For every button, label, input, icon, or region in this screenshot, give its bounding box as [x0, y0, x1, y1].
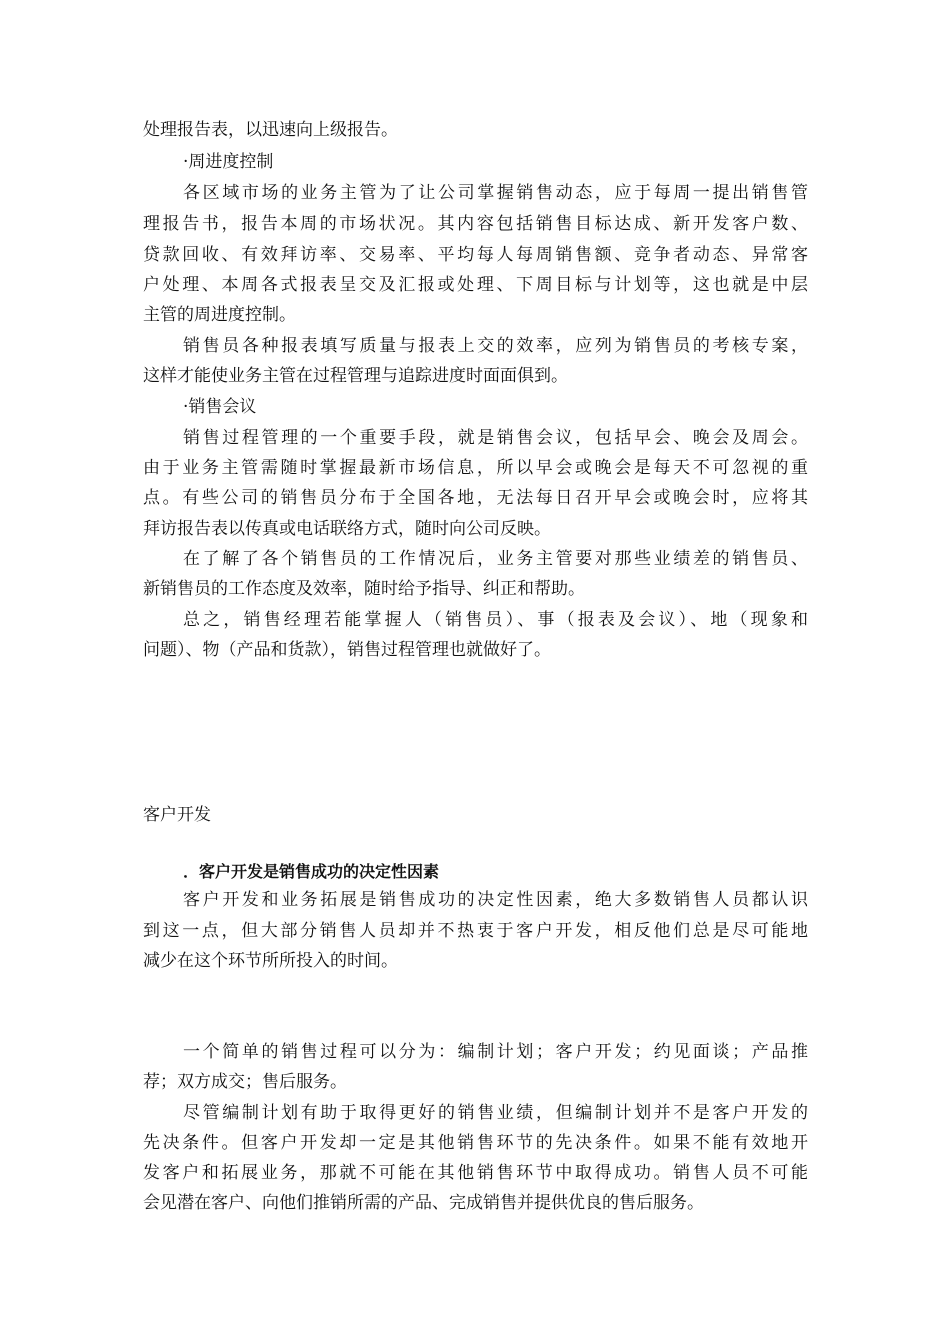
paragraph-line: 销售员各种报表填写质量与报表上交的效率，应列为销售员的考核专案，	[183, 336, 808, 356]
bullet-heading-sales-meeting: ·销售会议	[183, 397, 257, 417]
paragraph-line: 在了解了各个销售员的工作情况后，业务主管要对那些业绩差的销售员、	[183, 549, 808, 569]
paragraph-line: 拜访报告表以传真或电话联络方式，随时向公司反映。	[143, 519, 551, 539]
paragraph-line: 客户开发和业务拓展是销售成功的决定性因素，绝大多数销售人员都认识	[183, 890, 808, 910]
paragraph-line: 一个简单的销售过程可以分为：编制计划；客户开发；约见面谈；产品推	[183, 1042, 808, 1062]
paragraph-line: 减少在这个环节所所投入的时间。	[143, 951, 398, 971]
paragraph-line: 尽管编制计划有助于取得更好的销售业绩，但编制计划并不是客户开发的	[183, 1103, 808, 1123]
paragraph-line: 问题）、物（产品和货款），销售过程管理也就做好了。	[143, 640, 551, 660]
paragraph-line: 总之，销售经理若能掌握人（销售员）、事（报表及会议）、地（现象和	[183, 610, 808, 630]
subheading: ．客户开发是销售成功的决定性因素	[183, 862, 440, 881]
paragraph-line: 贷款回收、有效拜访率、交易率、平均每人每周销售额、竞争者动态、异常客	[143, 245, 808, 265]
paragraph-line: 由于业务主管需随时掌握最新市场信息，所以早会或晚会是每天不可忽视的重	[143, 458, 808, 478]
paragraph-line: 发客户和拓展业务，那就不可能在其他销售环节中取得成功。销售人员不可能	[143, 1163, 808, 1183]
paragraph-line: 这样才能使业务主管在过程管理与追踪进度时面面俱到。	[143, 366, 568, 386]
paragraph-line: 理报告书，报告本周的市场状况。其内容包括销售目标达成、新开发客户数、	[143, 214, 808, 234]
paragraph-line: 先决条件。但客户开发却一定是其他销售环节的先决条件。如果不能有效地开	[143, 1133, 808, 1153]
paragraph-line: 新销售员的工作态度及效率，随时给予指导、纠正和帮助。	[143, 579, 585, 599]
paragraph-line: 会见潜在客户、向他们推销所需的产品、完成销售并提供优良的售后服务。	[143, 1193, 704, 1213]
paragraph-line: 销售过程管理的一个重要手段，就是销售会议，包括早会、晚会及周会。	[183, 428, 808, 448]
paragraph-line: 户处理、本周各式报表呈交及汇报或处理、下周目标与计划等，这也就是中层	[143, 275, 808, 295]
paragraph-line: 到这一点，但大部分销售人员却并不热衷于客户开发，相反他们总是尽可能地	[143, 921, 808, 941]
paragraph-line: 点。有些公司的销售员分布于全国各地，无法每日召开早会或晚会时，应将其	[143, 488, 808, 508]
bullet-heading-weekly-progress: ·周进度控制	[183, 152, 274, 172]
paragraph-line: 主管的周进度控制。	[143, 305, 296, 325]
paragraph-line: 各区域市场的业务主管为了让公司掌握销售动态，应于每周一提出销售管	[183, 183, 808, 203]
paragraph-line: 荐；双方成交；售后服务。	[143, 1072, 347, 1092]
section-title: 客户开发	[143, 805, 211, 825]
paragraph-line: 处理报告表，以迅速向上级报告。	[143, 120, 398, 140]
